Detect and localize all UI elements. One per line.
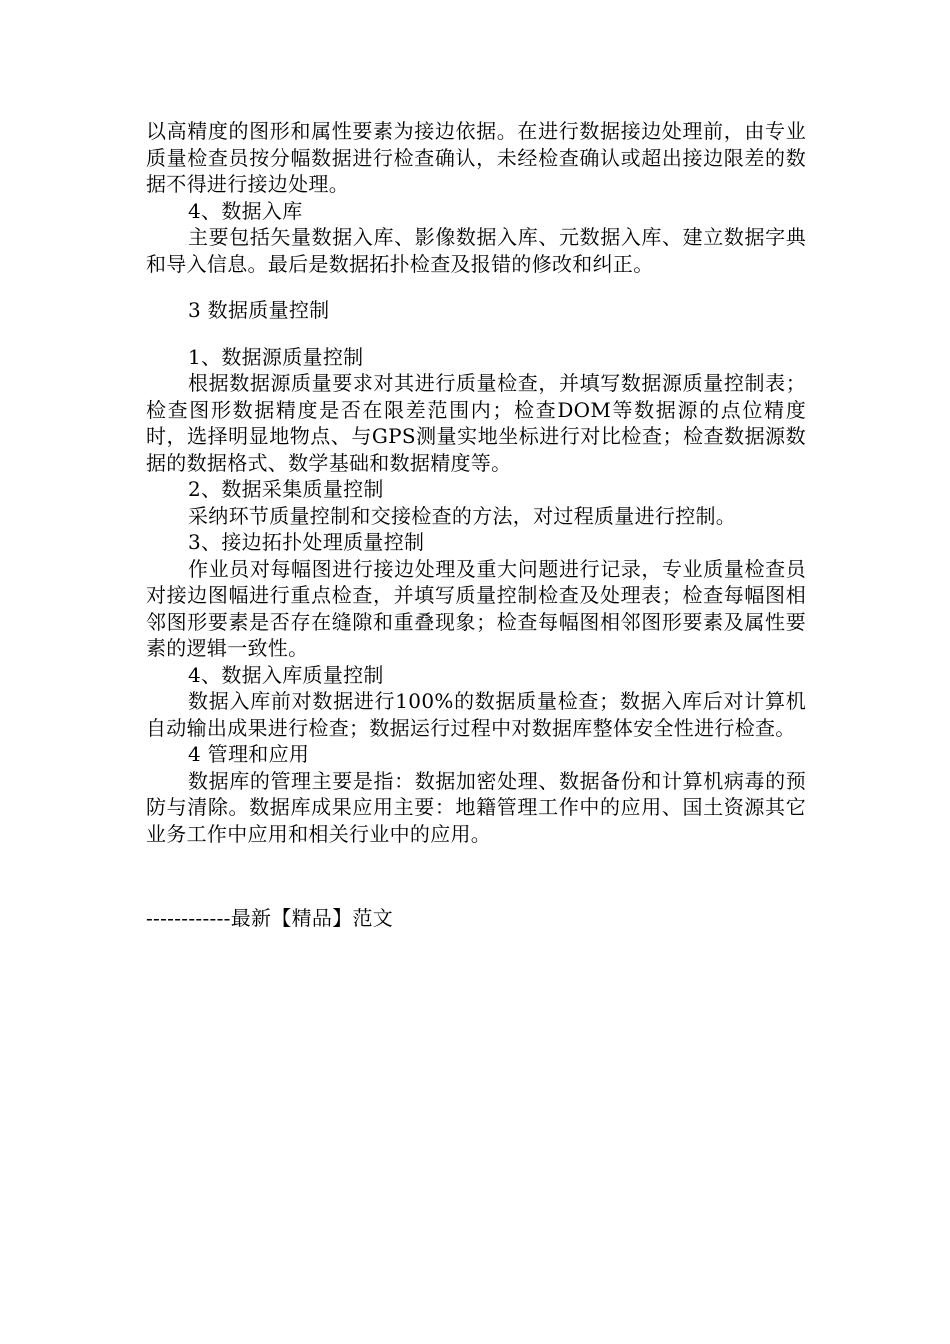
document-page <box>146 118 806 932</box>
paragraph-edge-matching-basis: 以高精度的图形和属性要素为接边依据。在进行数据接边处理前，由专业质量检查员按分幅数据进行检查确认，未经检查确认或超出接边限差的数据不得进行接边处理。 <box>146 119 806 196</box>
paragraph-management: 数据库的管理主要是指：数据加密处理、数据备份和计算机病毒的预防与清除。数据库成果应用主要：地籍管理工作中的应用、国土资源其它业务工作中应用和相关行业中的应用。 <box>146 768 806 846</box>
heading-source-quality: 1、数据源质量控制 <box>188 344 364 369</box>
paragraph-import-quality: 数据入库前对数据进行100%的数据质量检查；数据入库后对计算机自动输出成果进行检查；数据运行过程中对数据库整体安全性进行检查。 <box>146 689 806 740</box>
blank-line <box>146 277 806 297</box>
paragraph-data-import: 主要包括矢量数据入库、影像数据入库、元数据入库、建立数据字典和导入信息。最后是数据拓扑检查及报错的修改和纠正。 <box>146 225 806 276</box>
heading-import-quality: 4、数据入库质量控制 <box>188 662 384 687</box>
heading-collection-quality: 2、数据采集质量控制 <box>188 477 384 501</box>
blank-line <box>146 324 806 344</box>
footer-text: ------------最新【精品】范文 <box>146 906 394 930</box>
heading-topology-quality: 3、接边拓扑处理质量控制 <box>188 530 425 554</box>
section-heading-management: 4 管理和应用 <box>188 742 310 766</box>
paragraph-topology-quality: 作业员对每幅图进行接边处理及重大问题进行记录，专业质量检查员对接边图幅进行重点检查，并填写质量控制检查及处理表；检查每幅图相邻图形要素是否存在缝隙和重叠现象；检查每幅图相邻图形要素及属性要素的逻辑一致性。 <box>146 556 806 660</box>
paragraph-collection-quality: 采纳环节质量控制和交接检查的方法，对过程质量进行控制。 <box>188 503 737 528</box>
heading-data-import: 4、数据入库 <box>188 198 303 223</box>
section-heading-quality-control: 3 数据质量控制 <box>188 298 330 322</box>
paragraph-source-quality: 根据数据源质量要求对其进行质量检查，并填写数据源质量控制表；检查图形数据精度是否在限差范围内；检查DOM等数据源的点位精度时，选择明显地物点、与GPS测量实地坐标进行对比检查；检查数据源数据的数据格式、数学基础和数据精度等。 <box>146 371 806 475</box>
